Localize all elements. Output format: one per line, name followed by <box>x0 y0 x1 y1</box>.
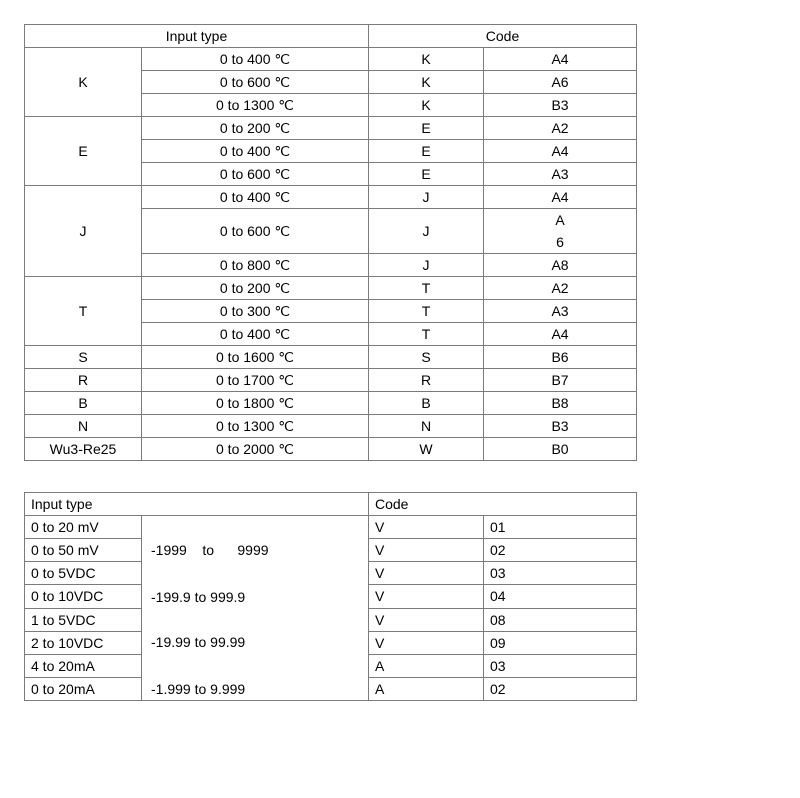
range-cell: 0 to 800 ℃ <box>142 254 369 277</box>
type-cell: 0 to 5VDC <box>25 562 142 585</box>
letter-cell: B <box>369 392 484 415</box>
letter-cell: K <box>369 94 484 117</box>
letter-cell: J <box>369 254 484 277</box>
type-cell: E <box>25 117 142 186</box>
code-cell: B3 <box>484 94 637 117</box>
code-cell: A2 <box>484 117 637 140</box>
code-cell: 09 <box>484 631 637 654</box>
type-cell: S <box>25 346 142 369</box>
display-range: -1.999 to 9.999 <box>151 681 246 697</box>
range-cell: 0 to 400 ℃ <box>142 48 369 71</box>
type-cell: K <box>25 48 142 117</box>
code-line: A <box>555 212 565 228</box>
table-row <box>25 438 637 461</box>
type-cell: 4 to 20mA <box>25 654 142 677</box>
range-cell: 0 to 2000 ℃ <box>142 438 369 461</box>
letter-cell: R <box>369 369 484 392</box>
code-cell: 02 <box>484 539 637 562</box>
range-cell: 0 to 1700 ℃ <box>142 369 369 392</box>
range-cell: 0 to 600 ℃ <box>142 71 369 94</box>
letter-cell: V <box>369 608 484 631</box>
letter-cell: N <box>369 415 484 438</box>
code-cell: A3 <box>484 163 637 186</box>
header-code: Code <box>369 25 637 48</box>
range-cell: 0 to 400 ℃ <box>142 186 369 209</box>
code-cell <box>484 209 637 254</box>
display-range: -1999 to 9999 <box>151 542 269 558</box>
code-cell: B3 <box>484 415 637 438</box>
range-cell: 0 to 400 ℃ <box>142 140 369 163</box>
range-cell: 0 to 1600 ℃ <box>142 346 369 369</box>
range-cell: 0 to 1300 ℃ <box>142 94 369 117</box>
letter-cell: E <box>369 117 484 140</box>
type-cell: 0 to 10VDC <box>25 585 142 608</box>
range-cell: 0 to 200 ℃ <box>142 117 369 140</box>
table-header-row <box>25 493 637 516</box>
range-cell: 0 to 600 ℃ <box>142 163 369 186</box>
table-row <box>25 415 637 438</box>
code-cell: B7 <box>484 369 637 392</box>
header-input-type: Input type <box>25 493 369 516</box>
display-range-cell <box>142 516 369 701</box>
letter-cell: J <box>369 209 484 254</box>
range-cell: 0 to 300 ℃ <box>142 300 369 323</box>
letter-cell: T <box>369 300 484 323</box>
table-header-row <box>25 25 637 48</box>
type-cell: 0 to 50 mV <box>25 539 142 562</box>
code-cell: A4 <box>484 140 637 163</box>
type-cell: Wu3-Re25 <box>25 438 142 461</box>
display-range: -199.9 to 999.9 <box>151 589 246 605</box>
code-cell: 04 <box>484 585 637 608</box>
letter-cell: V <box>369 539 484 562</box>
letter-cell: V <box>369 585 484 608</box>
table-row <box>25 516 637 539</box>
table-row <box>25 369 637 392</box>
code-line: 6 <box>556 234 564 250</box>
letter-cell: A <box>369 677 484 700</box>
type-cell: B <box>25 392 142 415</box>
range-cell: 0 to 1800 ℃ <box>142 392 369 415</box>
code-cell: A2 <box>484 277 637 300</box>
type-cell: 0 to 20 mV <box>25 516 142 539</box>
code-cell: 02 <box>484 677 637 700</box>
type-cell: 1 to 5VDC <box>25 608 142 631</box>
code-cell: A4 <box>484 323 637 346</box>
table-row <box>25 277 637 300</box>
table-row <box>25 48 637 71</box>
range-cell: 0 to 200 ℃ <box>142 277 369 300</box>
type-cell: N <box>25 415 142 438</box>
header-code: Code <box>369 493 637 516</box>
display-range: -19.99 to 99.99 <box>151 634 246 650</box>
letter-cell: J <box>369 186 484 209</box>
table-row <box>25 186 637 209</box>
range-cell: 0 to 1300 ℃ <box>142 415 369 438</box>
letter-cell: V <box>369 631 484 654</box>
type-cell: 0 to 20mA <box>25 677 142 700</box>
letter-cell: V <box>369 562 484 585</box>
letter-cell: T <box>369 277 484 300</box>
letter-cell: W <box>369 438 484 461</box>
header-input-type: Input type <box>25 25 369 48</box>
code-cell: 03 <box>484 562 637 585</box>
code-cell: 03 <box>484 654 637 677</box>
letter-cell: K <box>369 48 484 71</box>
code-cell: B8 <box>484 392 637 415</box>
type-cell: 2 to 10VDC <box>25 631 142 654</box>
thermocouple-code-table <box>24 24 637 461</box>
letter-cell: K <box>369 71 484 94</box>
code-cell: B6 <box>484 346 637 369</box>
code-cell: 01 <box>484 516 637 539</box>
table-row <box>25 392 637 415</box>
table-row <box>25 346 637 369</box>
display-range-list <box>142 516 368 700</box>
code-cell: A6 <box>484 71 637 94</box>
range-cell: 0 to 600 ℃ <box>142 209 369 254</box>
letter-cell: E <box>369 140 484 163</box>
code-cell: 08 <box>484 608 637 631</box>
type-cell: J <box>25 186 142 277</box>
code-cell: A4 <box>484 186 637 209</box>
linear-input-code-table <box>24 492 637 701</box>
letter-cell: A <box>369 654 484 677</box>
code-cell: A3 <box>484 300 637 323</box>
letter-cell: T <box>369 323 484 346</box>
letter-cell: S <box>369 346 484 369</box>
code-cell: B0 <box>484 438 637 461</box>
letter-cell: V <box>369 516 484 539</box>
type-cell: T <box>25 277 142 346</box>
code-cell: A8 <box>484 254 637 277</box>
letter-cell: E <box>369 163 484 186</box>
code-cell: A4 <box>484 48 637 71</box>
type-cell: R <box>25 369 142 392</box>
range-cell: 0 to 400 ℃ <box>142 323 369 346</box>
table-row <box>25 117 637 140</box>
